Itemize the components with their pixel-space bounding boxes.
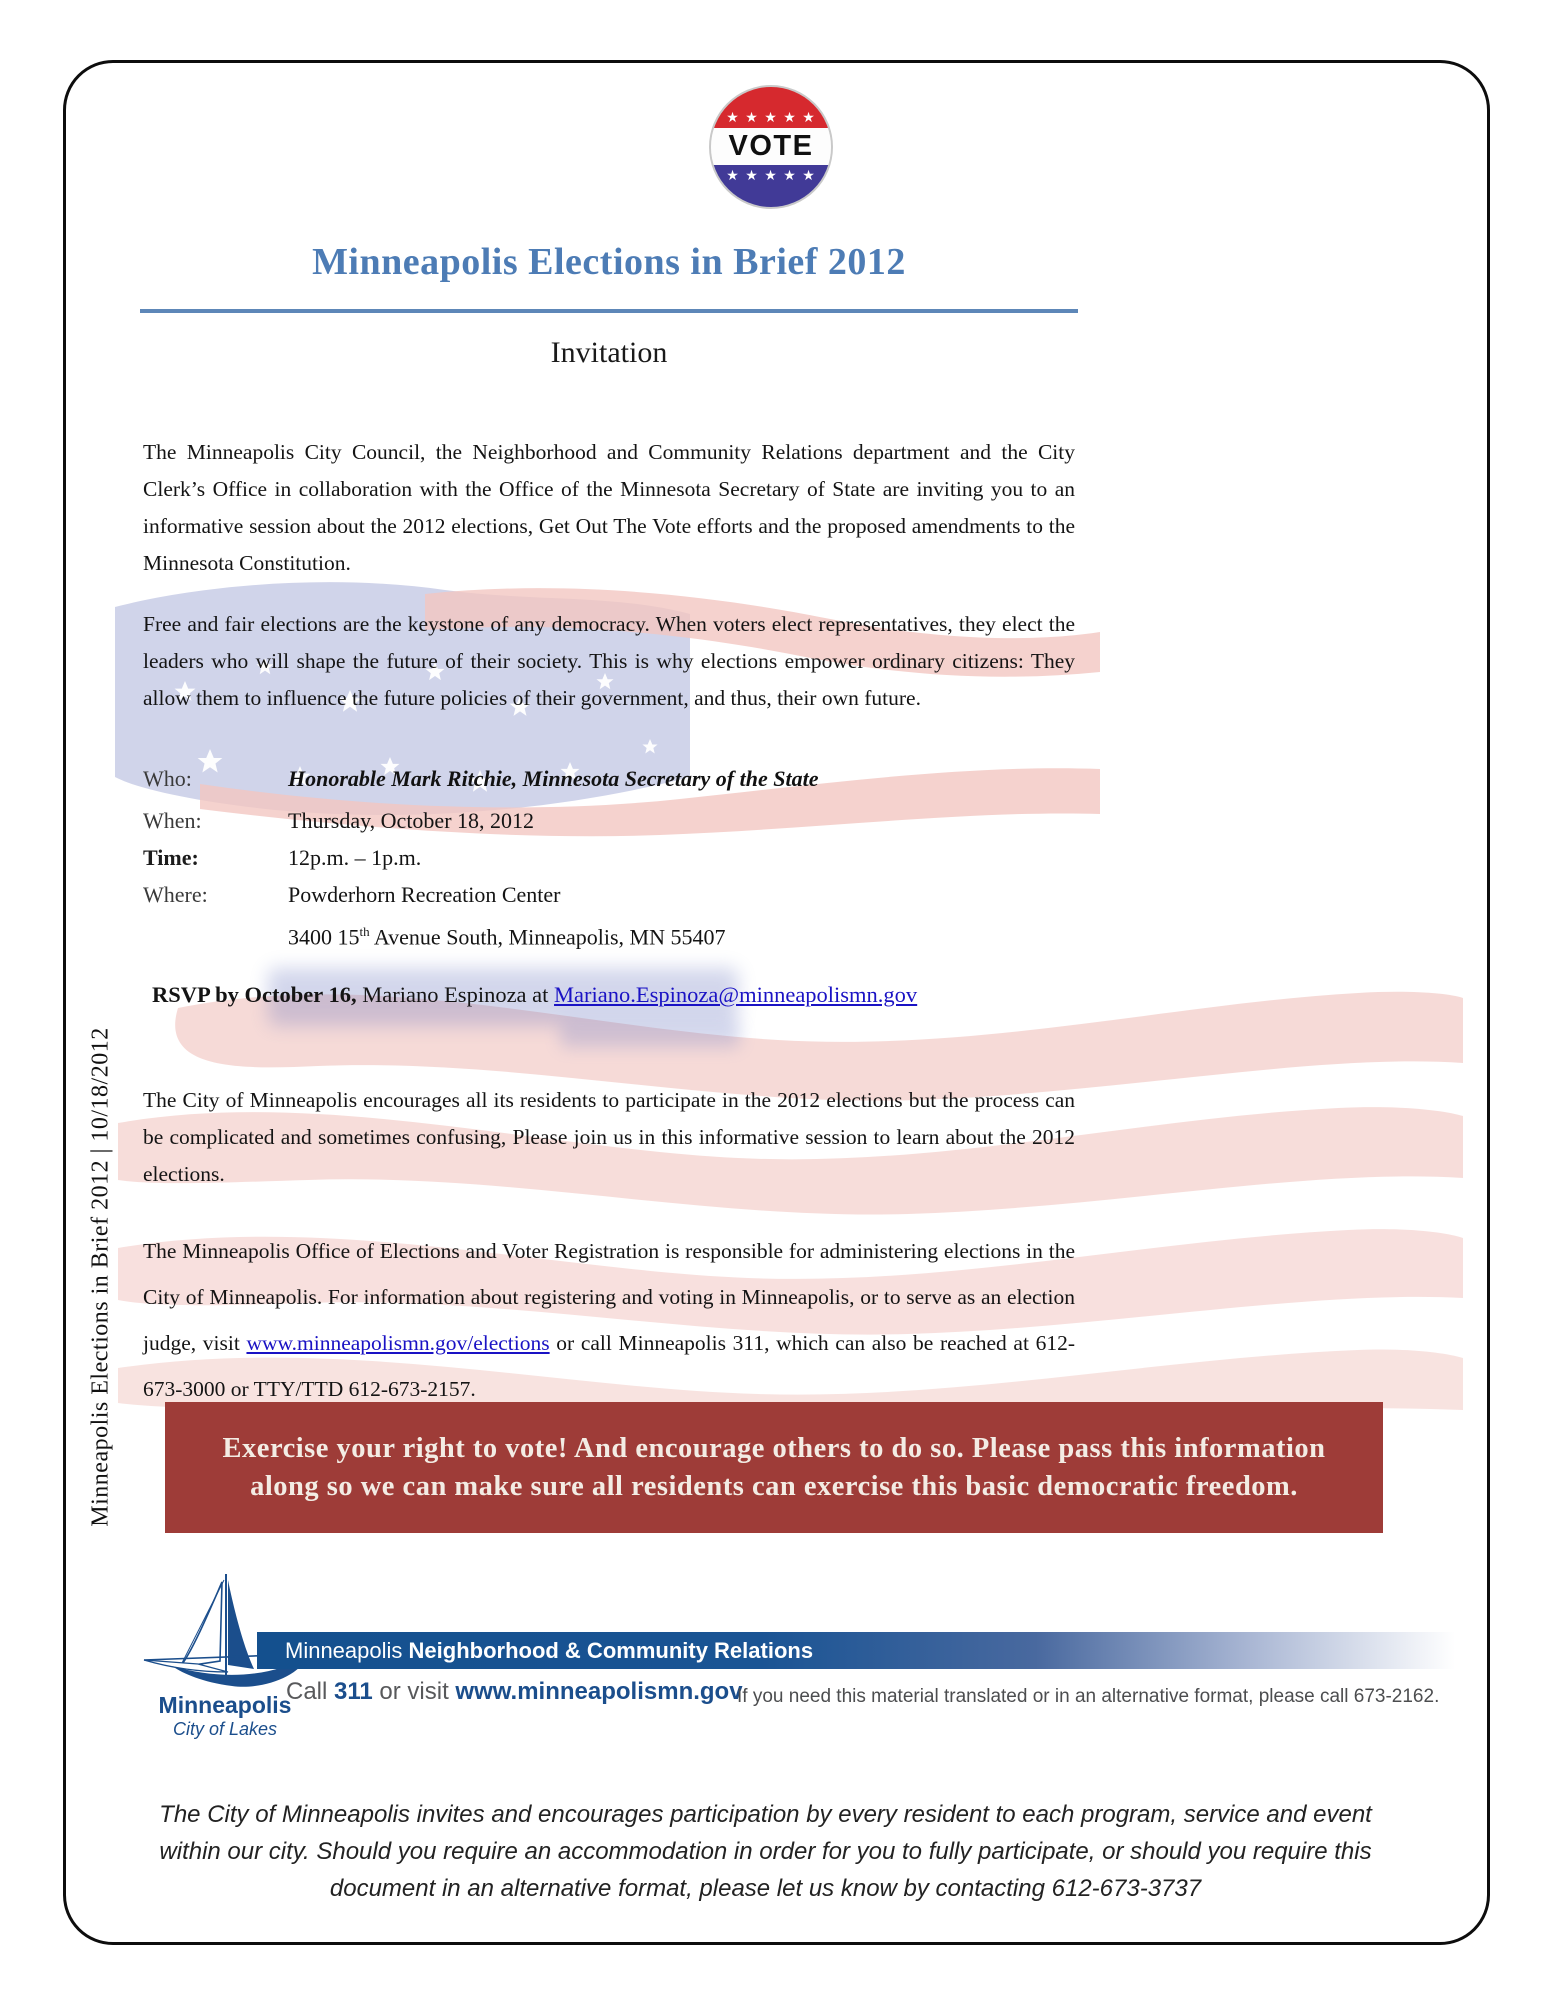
paragraph-democracy: Free and fair elections are the keystone of any democracy. When voters elect representatives, they elect the leaders who will shape the future of their society. This is why elections empower ordinary citizens: They allow them to influence the future policies of their government, and thus, their own future. bbox=[143, 612, 1075, 710]
address-indent bbox=[143, 913, 288, 955]
event-row-who bbox=[143, 760, 1075, 797]
star-icons-row: ★ ★ ★ ★ ★ bbox=[726, 168, 816, 184]
event-row-when bbox=[143, 802, 1075, 839]
department-prefix: Minneapolis bbox=[285, 1638, 409, 1663]
where-value-venue: Powderhorn Recreation Center bbox=[288, 882, 561, 907]
title-underline-rule bbox=[140, 309, 1078, 313]
badge-white-band bbox=[711, 128, 831, 165]
event-details bbox=[143, 760, 1075, 955]
contact-line bbox=[286, 1678, 743, 1706]
when-label: When: bbox=[143, 808, 202, 833]
rsvp-contact: Mariano Espinoza at bbox=[356, 982, 555, 1007]
page-title: Minneapolis Elections in Brief 2012 bbox=[312, 241, 906, 283]
banner-text: Exercise your right to vote! And encourage others to do so. Please pass this information along so we can make sure all residents can exercise this basic democratic freedom. bbox=[222, 1432, 1326, 1502]
exercise-vote-banner bbox=[165, 1402, 1383, 1533]
who-value: Honorable Mark Ritchie, Minnesota Secretary of the State bbox=[288, 766, 819, 791]
elections-website-link[interactable]: www.minneapolismn.gov/elections bbox=[246, 1331, 550, 1355]
when-value: Thursday, October 18, 2012 bbox=[288, 808, 535, 833]
logo-city-name: Minneapolis bbox=[158, 1692, 292, 1718]
paragraph-encourage: The City of Minneapolis encourages all its residents to participate in the 2012 elections but the process can be complicated and sometimes confusing, Please join us in this informative session to learn about the 2012 elections. bbox=[143, 1088, 1075, 1186]
rsvp-email-link[interactable]: Mariano.Espinoza@minneapolismn.gov bbox=[554, 982, 918, 1007]
call-word: Call bbox=[286, 1678, 335, 1705]
or-visit-words: or visit bbox=[372, 1678, 456, 1705]
call-number-311: 311 bbox=[334, 1678, 373, 1705]
event-row-where bbox=[143, 876, 1075, 913]
blurred-watermark bbox=[560, 1022, 740, 1048]
event-row-time bbox=[143, 839, 1075, 876]
vote-button-badge bbox=[711, 87, 831, 207]
vertical-document-caption: Minneapolis Elections in Brief 2012 | 10/18/2012 bbox=[87, 1027, 114, 1527]
rsvp-deadline: RSVP by October 16, bbox=[152, 982, 357, 1007]
time-value: 12p.m. – 1p.m. bbox=[288, 845, 422, 870]
subtitle-invitation: Invitation bbox=[550, 336, 668, 369]
badge-red-band bbox=[711, 87, 831, 128]
accessibility-note: The City of Minneapolis invites and encourages participation by every resident to each program, service and event within our city. Should you require an accommodation in order for you to fully participate, or should you require this document in an alternative format, please let us know by contacting 612-673-3737 bbox=[159, 1801, 1372, 1902]
translation-note: If you need this material translated or in an alternative format, please call 673-2162. bbox=[737, 1686, 1440, 1707]
where-value-address: 3400 15th Avenue South, Minneapolis, MN 55407 bbox=[288, 924, 726, 950]
paragraph-office-of-elections: The Minneapolis Office of Elections and Voter Registration is responsible for administering elections in the City of Minneapolis. For information about registering and voting in Minneapolis, or to serve as an election judge, visit www.minneapolismn.gov/elections or call Minneapolis 311, which can also be reached at 612-673-3000 or TTY/TTD 612-673-2157. bbox=[143, 1239, 1075, 1401]
event-row-address bbox=[143, 913, 1075, 955]
where-label: Where: bbox=[143, 882, 208, 907]
time-label: Time: bbox=[143, 845, 199, 870]
department-name: Neighborhood & Community Relations bbox=[408, 1638, 814, 1663]
vote-label: VOTE bbox=[728, 130, 814, 162]
star-icons-row: ★ ★ ★ ★ ★ bbox=[726, 110, 816, 126]
who-label: Who: bbox=[143, 766, 192, 791]
paragraph-intro: The Minneapolis City Council, the Neighborhood and Community Relations department and the City Clerk’s Office in collaboration with the Office of the Minnesota Secretary of State are inviting you to an informative session about the 2012 elections, Get Out The Vote efforts and the proposed amendments to the Minnesota Constitution. bbox=[143, 440, 1075, 575]
department-bar bbox=[257, 1632, 1455, 1669]
badge-blue-band bbox=[711, 165, 831, 207]
city-website: www.minneapolismn.gov bbox=[455, 1678, 743, 1705]
rsvp-line bbox=[152, 982, 917, 1008]
logo-tagline: City of Lakes bbox=[172, 1719, 278, 1739]
